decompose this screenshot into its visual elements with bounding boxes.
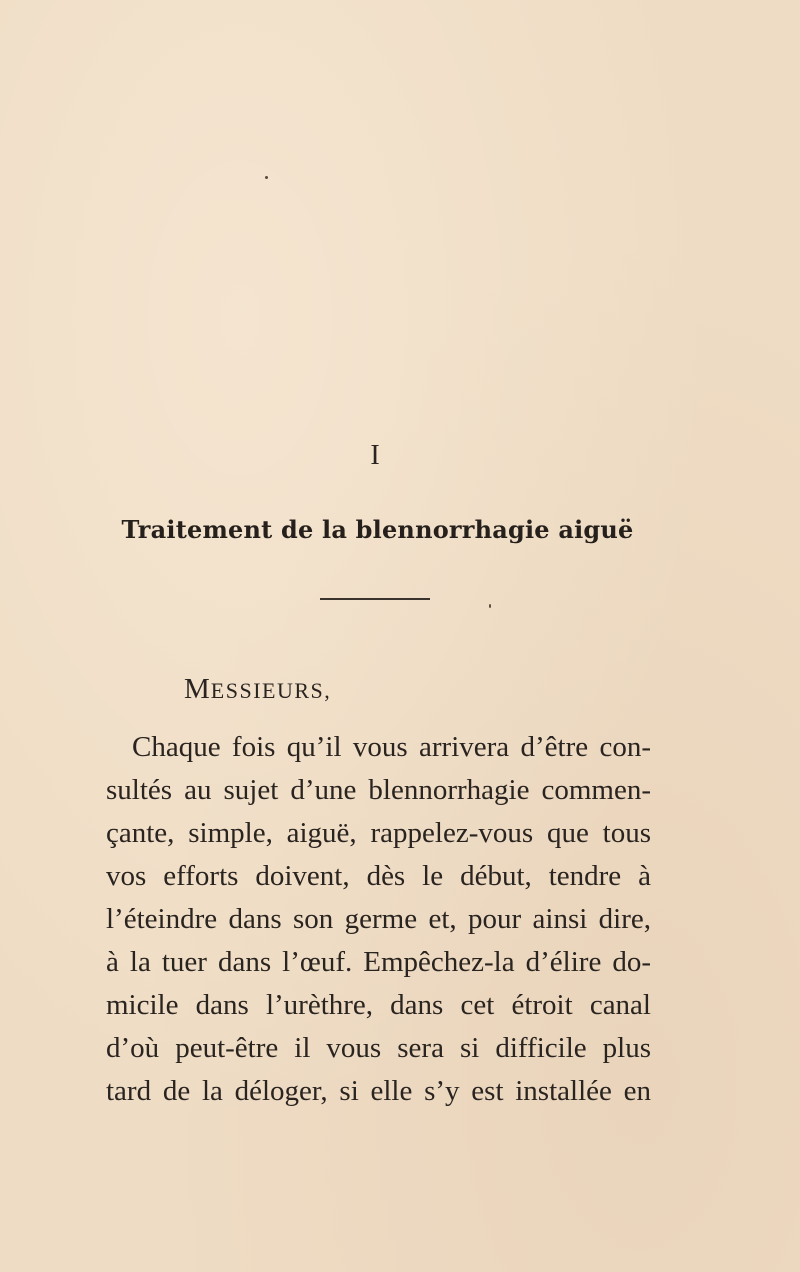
salutation-rest: ESSIEURS, bbox=[210, 678, 332, 703]
paragraph-line: tard de la déloger, si elle s’y est installée en bbox=[106, 1075, 651, 1107]
paragraph-line: à la tuer dans l’œuf. Empêchez-la d’élire do- bbox=[106, 946, 651, 978]
paragraph bbox=[106, 726, 651, 1113]
chapter-number: I bbox=[370, 440, 380, 471]
title-divider bbox=[320, 598, 430, 600]
paragraph-line: vos efforts doivent, dès le début, tendre à bbox=[106, 860, 651, 892]
paragraph-line: sultés au sujet d’une blennorrhagie commen- bbox=[106, 774, 651, 806]
ink-speck bbox=[489, 604, 491, 608]
paragraph-line: d’où peut-être il vous sera si difficile plus bbox=[106, 1032, 651, 1064]
ink-speck bbox=[265, 176, 268, 179]
paragraph-line: l’éteindre dans son germe et, pour ainsi dire, bbox=[106, 903, 651, 935]
paragraph-line: Chaque fois qu’il vous arrivera d’être con- bbox=[132, 731, 651, 763]
salutation-initial: M bbox=[184, 673, 211, 705]
chapter-title: Traitement de la blennorrhagie aiguë bbox=[121, 515, 634, 544]
paragraph-line: micile dans l’urèthre, dans cet étroit canal bbox=[106, 989, 651, 1021]
paragraph-line: çante, simple, aiguë, rappelez-vous que tous bbox=[106, 817, 651, 849]
salutation bbox=[184, 673, 331, 706]
